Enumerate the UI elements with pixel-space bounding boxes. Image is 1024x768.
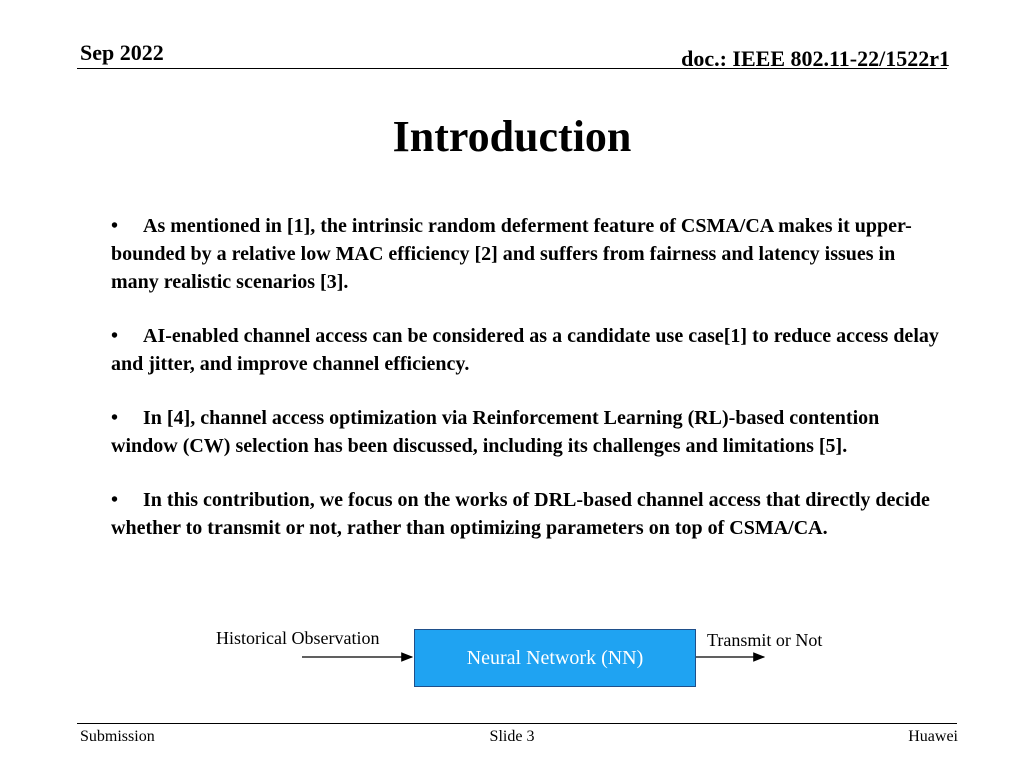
bullet-text: In this contribution, we focus on the works of DRL-based channel access that directly decide whether to transmit or not, rather than optimizing parameters on top of CSMA/CA. bbox=[111, 489, 930, 539]
neural-network-box bbox=[414, 629, 696, 687]
output-label: Transmit or Not bbox=[707, 630, 823, 650]
bullet-marker: • bbox=[111, 407, 119, 429]
input-label: Historical Observation bbox=[216, 628, 380, 648]
bullet-marker: • bbox=[111, 489, 119, 511]
bullet-text: As mentioned in [1], the intrinsic random deferment feature of CSMA/CA makes it upper-bounded by a relative low MAC efficiency [2] and suffers from fairness and latency issues in many realistic scenarios [3]. bbox=[111, 215, 912, 293]
slide-title: Introduction bbox=[392, 112, 632, 161]
bullet-item bbox=[111, 404, 946, 460]
header-divider bbox=[77, 68, 947, 69]
bullet-marker: • bbox=[111, 325, 119, 347]
bullet-text: AI-enabled channel access can be considered as a candidate use case[1] to reduce access delay and jitter, and improve channel efficiency. bbox=[111, 325, 939, 375]
bullet-list bbox=[111, 212, 946, 568]
neural-network-label: Neural Network (NN) bbox=[466, 646, 644, 669]
footer-divider bbox=[77, 723, 957, 724]
footer-submission: Submission bbox=[80, 728, 155, 745]
header-date: Sep 2022 bbox=[80, 40, 164, 65]
bullet-item bbox=[111, 486, 946, 542]
bullet-marker: • bbox=[111, 215, 119, 237]
bullet-item bbox=[111, 212, 946, 296]
footer-company: Huawei bbox=[908, 728, 958, 745]
bullet-text: In [4], channel access optimization via Reinforcement Learning (RL)-based contention window (CW) selection has been discussed, including its challenges and limitations [5]. bbox=[111, 407, 880, 457]
footer-slide-number: Slide 3 bbox=[489, 728, 535, 745]
bullet-item bbox=[111, 322, 946, 378]
header-doc-id: doc.: IEEE 802.11-22/1522r1 bbox=[681, 46, 950, 71]
